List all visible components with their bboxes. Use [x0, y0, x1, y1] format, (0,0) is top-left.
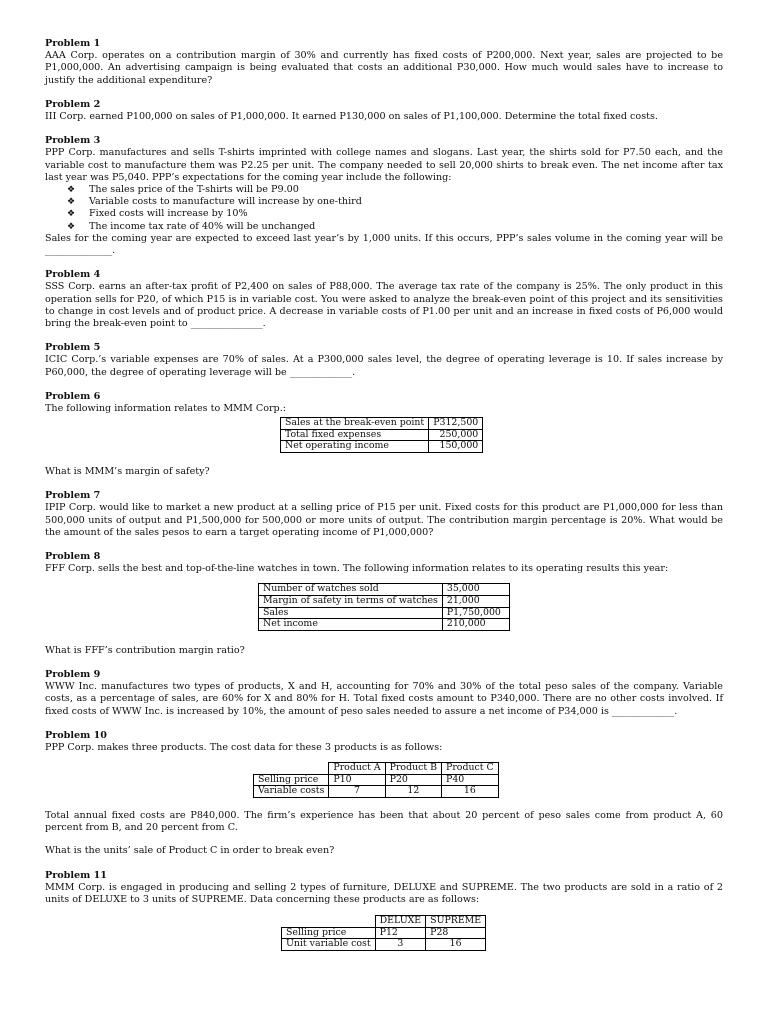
problem-text: IPIP Corp. would like to market a new product at a selling price of P15 per unit. Fixed costs for this product are P1,000,000 for less than 500,000 units of output and P1,500,000 for 500,000 or more units of output. The contribution margin percentage is 20%. What would be the amount of the sales pesos to earn a target operating income of P1,000,000? [45, 502, 723, 538]
table-row: Unit variable cost 3 16 [282, 939, 486, 951]
problem-text: WWW Inc. manufactures two types of products, X and H, accounting for 70% and 30% of the total peso sales of the company. Variable costs, as a percentage of sales, are 60% for X and 80% for H. Total fixed costs amount to P340,000. There are no other costs involved. If fixed costs of WWW Inc. is increased by 10%, the amount of peso sales needed to assure a net income of P34,000 is _____________. [45, 681, 723, 717]
diamond-bullet-icon: ❖ [67, 209, 76, 220]
table-header-row: Product A Product B Product C [254, 763, 499, 775]
problem-7 [45, 490, 723, 539]
table-row: Net income 210,000 [259, 619, 510, 631]
problem-2 [45, 99, 723, 123]
problem-title: Problem 10 [45, 729, 107, 741]
data-table [281, 915, 486, 951]
problem-title: Problem 9 [45, 669, 101, 681]
diamond-bullet-icon: ❖ [67, 185, 76, 196]
problem-3 [45, 135, 723, 257]
problem-title: Problem 11 [45, 869, 107, 881]
problem-text: AAA Corp. operates on a contribution margin of 30% and currently has fixed costs of P200,000. Next year, sales are projected to be P1,000,000. An advertising campaign is being evaluated that costs an additional P30,000. How much would sales have to increase to justify the additional expenditure? [45, 50, 723, 86]
list-item: ❖ Variable costs to manufacture will increase by one-third [67, 196, 362, 208]
problem-text: MMM Corp. is engaged in producing and selling 2 types of furniture, DELUXE and SUPREME. The two products are sold in a ratio of 2 units of DELUXE to 3 units of SUPREME. Data concerning these products are as follows: [45, 881, 723, 906]
list-item: ❖ The income tax rate of 40% will be unchanged [67, 220, 316, 232]
problem-text: The following information relates to MMM Corp.: [45, 403, 286, 415]
problem-6 [45, 391, 723, 478]
data-table [258, 583, 510, 630]
problem-1 [45, 38, 723, 87]
table-row: Number of watches sold 35,000 [259, 584, 510, 596]
problem-title: Problem 6 [45, 390, 101, 402]
bullet-list [45, 184, 723, 233]
problem-title: Problem 8 [45, 551, 101, 563]
problem-title: Problem 7 [45, 490, 101, 502]
problem-4 [45, 269, 723, 330]
data-table [253, 762, 499, 798]
list-item: ❖ Fixed costs will increase by 10% [67, 208, 248, 220]
problem-10 [45, 730, 723, 858]
problem-title: Problem 4 [45, 269, 101, 281]
problem-11 [45, 870, 723, 951]
table-row: Total fixed expenses 250,000 [281, 429, 483, 441]
document-page [45, 38, 723, 951]
table-row: Variable costs 7 12 16 [254, 786, 499, 798]
problem-9 [45, 669, 723, 718]
problem-question: What is FFF’s contribution margin ratio? [45, 644, 245, 656]
table-row: Sales at the break-even point P312,500 [281, 418, 483, 430]
problem-question: What is the units’ sale of Product C in order to break even? [45, 845, 335, 857]
table-row: Margin of safety in terms of watches 21,000 [259, 596, 510, 608]
problem-title: Problem 1 [45, 38, 101, 49]
problem-text: FFF Corp. sells the best and top-of-the-line watches in town. The following information relates to its operating results this year: [45, 563, 669, 575]
problem-question: What is MMM’s margin of safety? [45, 466, 210, 478]
table-row: Selling price P12 P28 [282, 927, 486, 939]
table-row: Net operating income 150,000 [281, 441, 483, 453]
problem-text: ICIC Corp.’s variable expenses are 70% of sales. At a P300,000 sales level, the degree of operating leverage is 10. If sales increase by P60,000, the degree of operating leverage will be _____________. [45, 354, 723, 378]
problem-text: PPP Corp. makes three products. The cost data for these 3 products is as follows: [45, 742, 443, 754]
problem-text: Total annual fixed costs are P840,000. The firm’s experience has been that about 20 percent of peso sales come from product A, 60 percent from B, and 20 percent from C. [45, 810, 723, 834]
problem-title: Problem 2 [45, 98, 101, 110]
table-header-row: DELUXE SUPREME [282, 916, 486, 928]
list-item: ❖ The sales price of the T-shirts will be P9.00 [67, 184, 299, 196]
problem-text: PPP Corp. manufactures and sells T-shirts imprinted with college names and slogans. Last year, the shirts sold for P7.50 each, and the variable cost to manufacture them was P2.25 per unit. The company needed to sell 20,000 shirts to break even. The net income after tax last year was P5,040. PPP’s expectations for the coming year include the following: [45, 147, 723, 183]
table-row: Selling price P10 P20 P40 [254, 774, 499, 786]
table-row: Sales P1,750,000 [259, 607, 510, 619]
problem-title: Problem 5 [45, 342, 101, 354]
data-table [280, 417, 483, 453]
problem-text: Sales for the coming year are expected to exceed last year’s by 1,000 units. If this occurs, PPP’s sales volume in the coming year will be ______________. [45, 232, 723, 257]
problem-5 [45, 342, 723, 379]
diamond-bullet-icon: ❖ [67, 221, 76, 232]
problem-title: Problem 3 [45, 135, 101, 147]
problem-8 [45, 551, 723, 657]
problem-text: III Corp. earned P100,000 on sales of P1,000,000. It earned P130,000 on sales of P1,100,000. Determine the total fixed costs. [45, 111, 658, 123]
diamond-bullet-icon: ❖ [67, 197, 76, 208]
problem-text: SSS Corp. earns an after-tax profit of P2,400 on sales of P88,000. The average tax rate of the company is 25%. The only product in this operation sells for P20, of which P15 is in variable cost. You were asked to analyze the break-even point of this project and its sensitivities to change in cost levels and of product price. A decrease in variable costs of P1.00 per unit and an increase in fixed costs of P6,000 would bring the break-even point to _______________. [45, 281, 723, 330]
